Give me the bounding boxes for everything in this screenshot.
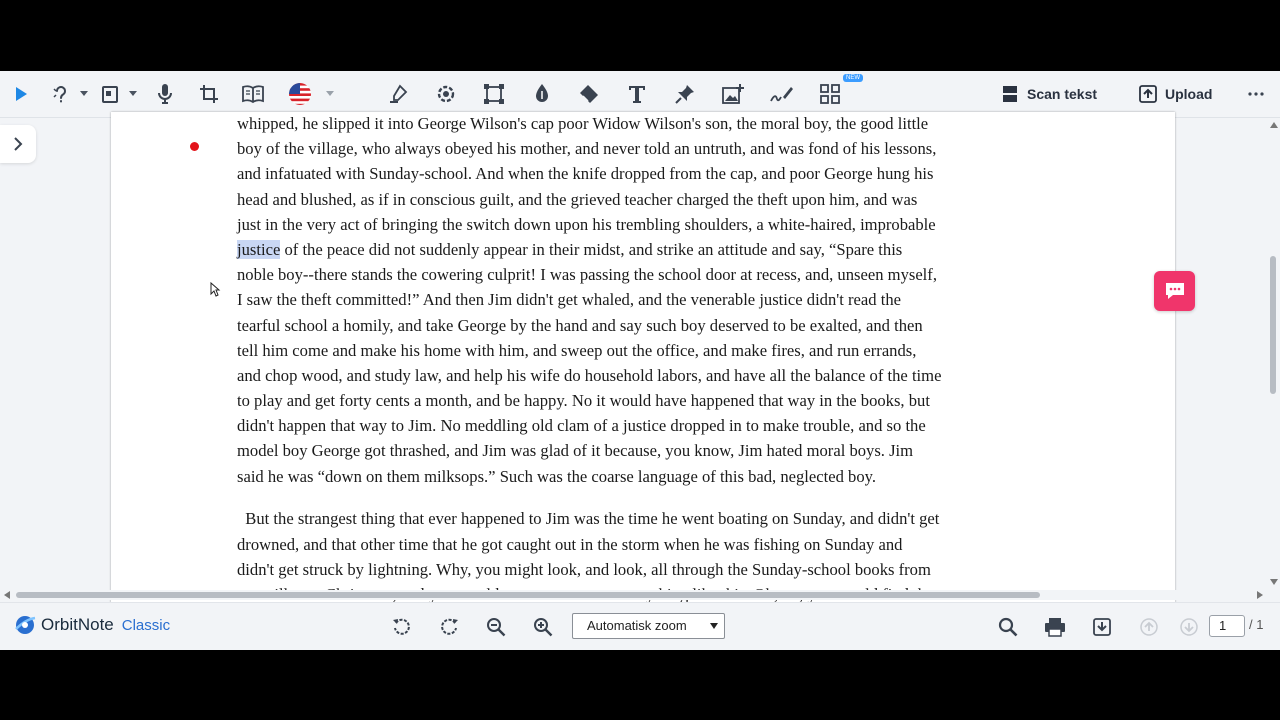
text-line: noble boy--there stands the cowering culprit! I was passing the school door at recess, and, unseen myself, (237, 265, 937, 285)
help-dropdown-caret[interactable] (80, 91, 88, 96)
settings-gear-icon[interactable] (434, 79, 458, 109)
text-line-highlighted (237, 237, 1067, 262)
text-line: and chop wood, and study law, and help his wife do household labors, and have all the balance of the time (237, 365, 942, 385)
upload-icon (1139, 85, 1157, 103)
select-area-icon[interactable] (482, 79, 506, 109)
chevron-down-icon (710, 623, 718, 629)
page-total: / 1 (1249, 617, 1264, 632)
help-voice-icon[interactable] (50, 79, 72, 109)
red-cursor-dot (190, 142, 199, 151)
zoom-select-value: Automatisk zoom (587, 618, 687, 633)
brand-variant: Classic (121, 616, 171, 634)
document-page (111, 112, 1175, 612)
text-line: said he was “down on them milksops.” Such was the coarse language of this bad, neglected boy. (237, 466, 877, 486)
sidebar-toggle-button[interactable] (0, 125, 36, 163)
text-line: I saw the theft committed!” And then Jim didn't get whaled, and the venerable justice didn't read the (237, 290, 902, 310)
app-window (0, 71, 1280, 649)
scroll-right-arrow-icon[interactable] (1257, 591, 1263, 599)
more-options-icon[interactable] (1245, 79, 1267, 109)
play-icon[interactable] (9, 79, 33, 109)
text-line: boy of the village, who always obeyed his mother, and never told an untruth, and was fond of his lessons, (237, 139, 937, 159)
text-line: and infatuated with Sunday-school. And when the knife dropped from the cap, and poor George hung his (237, 164, 934, 184)
text-line: to play and get forty cents a month, and be happy. No it would have happened that way in the books, but (237, 391, 930, 411)
next-page-icon[interactable] (1177, 615, 1201, 639)
scroll-left-arrow-icon[interactable] (4, 591, 10, 599)
scanner-icon (1001, 84, 1019, 104)
language-dropdown-caret[interactable] (326, 91, 334, 96)
upload-button[interactable] (1139, 79, 1212, 109)
text-tool-icon[interactable] (625, 79, 649, 109)
mouse-cursor-icon (210, 282, 220, 297)
rotate-clockwise-icon[interactable] (437, 615, 461, 639)
text-line: tell him come and make his home with him, and sweep out the office, and make fires, and run errands, (237, 340, 917, 360)
scan-text-button[interactable] (1001, 79, 1097, 109)
scan-text-label: Scan tekst (1027, 86, 1098, 102)
text-line: didn't get struck by lightning. Why, you might look, and look, all through the Sunday-school books from (237, 559, 931, 579)
us-flag-language-icon[interactable] (287, 79, 313, 109)
text-line: model boy George got thrashed, and Jim was glad of it because, you know, Jim hated moral boys. Jim (237, 441, 914, 461)
eraser-icon[interactable] (577, 79, 603, 109)
vertical-scroll-thumb[interactable] (1270, 256, 1276, 394)
document-viewport[interactable] (0, 114, 1268, 592)
brand-logo (14, 614, 170, 636)
new-badge: NEW (843, 74, 863, 82)
scroll-down-arrow-icon[interactable] (1270, 579, 1278, 585)
page-view-dropdown-caret[interactable] (129, 91, 137, 96)
upload-label: Upload (1165, 86, 1213, 102)
print-icon[interactable] (1043, 615, 1067, 639)
highlighter-icon[interactable] (386, 79, 410, 109)
scroll-up-arrow-icon[interactable] (1270, 122, 1278, 128)
horizontal-scroll-thumb[interactable] (16, 592, 1040, 598)
text-line: didn't happen that way to Jim. No meddling old clam of a justice dropped in to make trouble, and so the (237, 416, 926, 436)
zoom-in-icon[interactable] (531, 615, 555, 639)
text-line: But the strangest thing that ever happened to Jim was the time he went boating on Sunday, and didn't get (237, 509, 940, 529)
orbitnote-logo-icon (14, 614, 36, 636)
text-line: whipped, he slipped it into George Wilson's cap poor Widow Wilson's son, the moral boy, the good little (237, 114, 929, 133)
previous-page-icon[interactable] (1137, 615, 1161, 639)
search-icon[interactable] (996, 615, 1020, 639)
brand-name: OrbitNote (41, 615, 114, 634)
chevron-right-icon (13, 137, 23, 151)
signature-icon[interactable] (768, 79, 794, 109)
zoom-select[interactable] (572, 613, 725, 639)
chat-bubble-icon (1164, 281, 1186, 301)
text-line-rest: of the peace did not suddenly appear in their midst, and strike an attitude and say, “Spare this (280, 239, 903, 259)
page-view-icon[interactable] (99, 79, 121, 109)
zoom-out-icon[interactable] (484, 615, 508, 639)
text-line: just in the very act of bringing the switch down upon his trembling shoulders, a white-haired, improbable (237, 214, 936, 234)
book-reader-icon[interactable] (241, 79, 265, 109)
crop-icon[interactable] (197, 79, 221, 109)
pin-icon[interactable] (673, 79, 697, 109)
rotate-counterclockwise-icon[interactable] (390, 615, 414, 639)
chat-button[interactable] (1154, 271, 1195, 311)
highlighted-word[interactable]: justice (237, 239, 281, 259)
apps-grid-icon[interactable] (817, 79, 843, 109)
document-text (237, 111, 1067, 607)
text-line: drowned, and that other time that he got caught out in the storm when he was fishing on Sunday and (237, 534, 903, 554)
ink-pen-icon[interactable] (530, 79, 554, 109)
microphone-icon[interactable] (153, 79, 177, 109)
page-number-input[interactable]: 1 (1209, 615, 1245, 637)
insert-image-icon[interactable] (720, 79, 746, 109)
bottom-bar (0, 602, 1280, 650)
download-icon[interactable] (1090, 615, 1114, 639)
text-line: tearful school a homily, and take George by the hand and say such boy deserved to be exalted, and then (237, 315, 923, 335)
text-line: head and blushed, as if in conscious guilt, and the grieved teacher charged the theft upon him, and was (237, 189, 918, 209)
